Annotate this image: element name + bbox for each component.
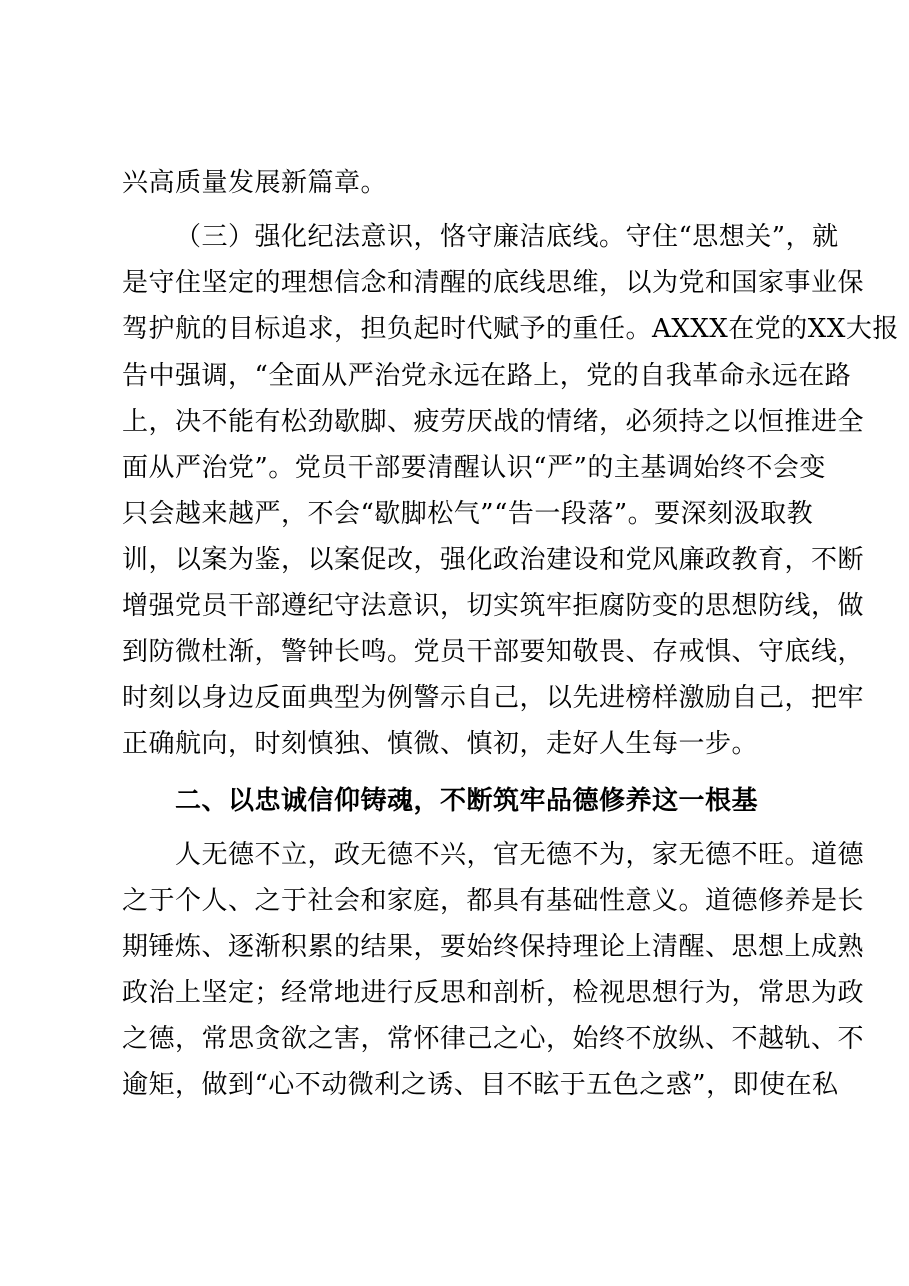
text-line: 告中强调，“全面从严治党永远在路上，党的自我革命永远在路	[122, 361, 852, 391]
text-line: 逾矩，做到“心不动微利之诱、目不眩于五色之惑”，即使在私	[122, 1070, 839, 1100]
text-line: 之于个人、之于社会和家庭，都具有基础性意义。道德修养是长	[122, 886, 865, 916]
text-line: 时刻以身边反面典型为例警示自己，以先进榜样激励自己，把牢	[122, 683, 865, 713]
text-line: 政治上坚定；经常地进行反思和剖析，检视思想行为，常思为政	[122, 978, 865, 1008]
text-line: 增强党员干部遵纪守法意识，切实筑牢拒腐防变的思想防线，做	[122, 591, 865, 621]
text-line: 训，以案为鉴，以案促改，强化政治建设和党风廉政教育，不断	[122, 545, 865, 575]
text-line: 只会越来越严，不会“歇脚松气”“告一段落”。要深刻汲取教	[122, 499, 814, 529]
section-heading-three: （三）强化纪法意识，恪守廉洁底线。守住“思想关”，就	[175, 222, 839, 252]
section-heading-two: 二、以忠诚信仰铸魂，不断筑牢品德修养这一根基	[175, 786, 759, 816]
text-line: 驾护航的目标追求，担负起时代赋予的重任。AXXX在党的XX大报	[122, 314, 899, 344]
text-line: 上，决不能有松劲歇脚、疲劳厌战的情绪，必须持之以恒推进全	[122, 407, 865, 437]
text-line: 兴高质量发展新篇章。	[122, 168, 388, 198]
text-line: 到防微杜渐，警钟长鸣。党员干部要知敬畏、存戒惧、守底线，	[122, 637, 865, 667]
text-line: 之德，常思贪欲之害，常怀律己之心，始终不放纵、不越轨、不	[122, 1024, 865, 1054]
text-line: 面从严治党”。党员干部要清醒认识“严”的主基调始终不会变	[122, 453, 826, 483]
text-line: 正确航向，时刻慎独、慎微、慎初，走好人生每一步。	[122, 729, 759, 759]
text-line: 人无德不立，政无德不兴，官无德不为，家无德不旺。道德	[175, 840, 865, 870]
text-line: 期锤炼、逐渐积累的结果，要始终保持理论上清醒、思想上成熟	[122, 932, 865, 962]
text-line: 是守住坚定的理想信念和清醒的底线思维，以为党和国家事业保	[122, 268, 865, 298]
